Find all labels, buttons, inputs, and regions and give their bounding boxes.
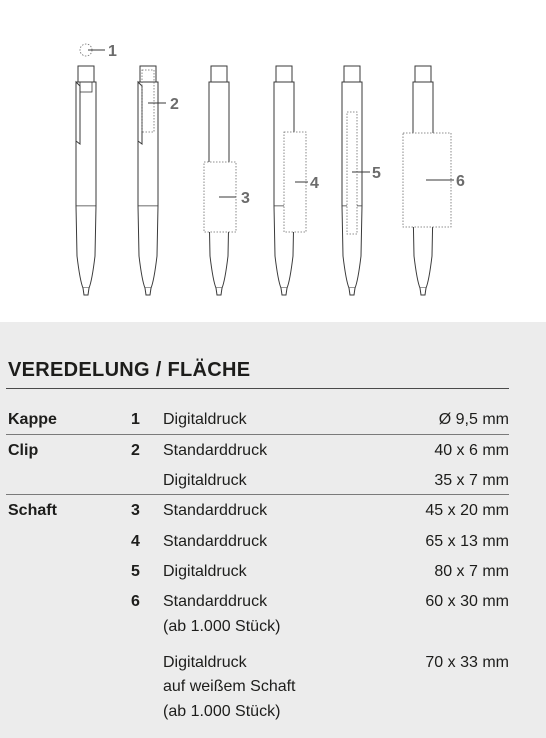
group-label: Clip — [8, 442, 39, 459]
callout-3: 3 — [241, 190, 250, 207]
callout-5: 5 — [372, 165, 381, 182]
print-method: Standarddruck — [163, 442, 268, 459]
callout-2: 2 — [170, 96, 179, 113]
position-number: 3 — [131, 502, 140, 519]
quantity-note: (ab 1.000 Stück) — [163, 618, 281, 635]
print-method: Digitaldruck — [163, 563, 247, 580]
position-number: 5 — [131, 563, 140, 580]
print-method: Standarddruck — [163, 593, 268, 610]
print-method: Standarddruck — [163, 533, 268, 550]
spec-panel — [0, 322, 546, 738]
print-method: Digitaldruck — [163, 411, 247, 428]
pen-1 — [76, 66, 96, 295]
print-size: Ø 9,5 mm — [438, 411, 509, 428]
callout-4: 4 — [310, 175, 319, 192]
print-size: 70 x 33 mm — [425, 654, 509, 671]
print-size: 35 x 7 mm — [434, 472, 509, 489]
print-size: 45 x 20 mm — [425, 502, 509, 519]
print-size: 40 x 6 mm — [434, 442, 509, 459]
quantity-note: (ab 1.000 Stück) — [163, 703, 281, 720]
group-label: Kappe — [8, 411, 57, 428]
heading-rule — [6, 388, 509, 389]
callout-6: 6 — [456, 173, 465, 190]
group-divider — [6, 434, 509, 435]
position-number: 6 — [131, 593, 140, 610]
position-number: 2 — [131, 442, 140, 459]
group-divider — [6, 494, 509, 495]
print-method: Digitaldruck — [163, 472, 247, 489]
group-label: Schaft — [8, 502, 57, 519]
print-size: 65 x 13 mm — [425, 533, 509, 550]
pen-2 — [138, 66, 158, 295]
shaft-note: auf weißem Schaft — [163, 678, 296, 695]
print-size: 80 x 7 mm — [434, 563, 509, 580]
position-number: 1 — [131, 411, 140, 428]
position-number: 4 — [131, 533, 140, 550]
pen-diagram — [0, 0, 546, 322]
print-size: 60 x 30 mm — [425, 593, 509, 610]
pen-illustration — [0, 0, 546, 322]
print-area-5-shaft — [347, 112, 357, 234]
section-heading: VEREDELUNG / FLÄCHE — [8, 359, 251, 381]
print-method: Digitaldruck — [163, 654, 247, 671]
callout-1: 1 — [108, 43, 117, 60]
print-method: Standarddruck — [163, 502, 268, 519]
